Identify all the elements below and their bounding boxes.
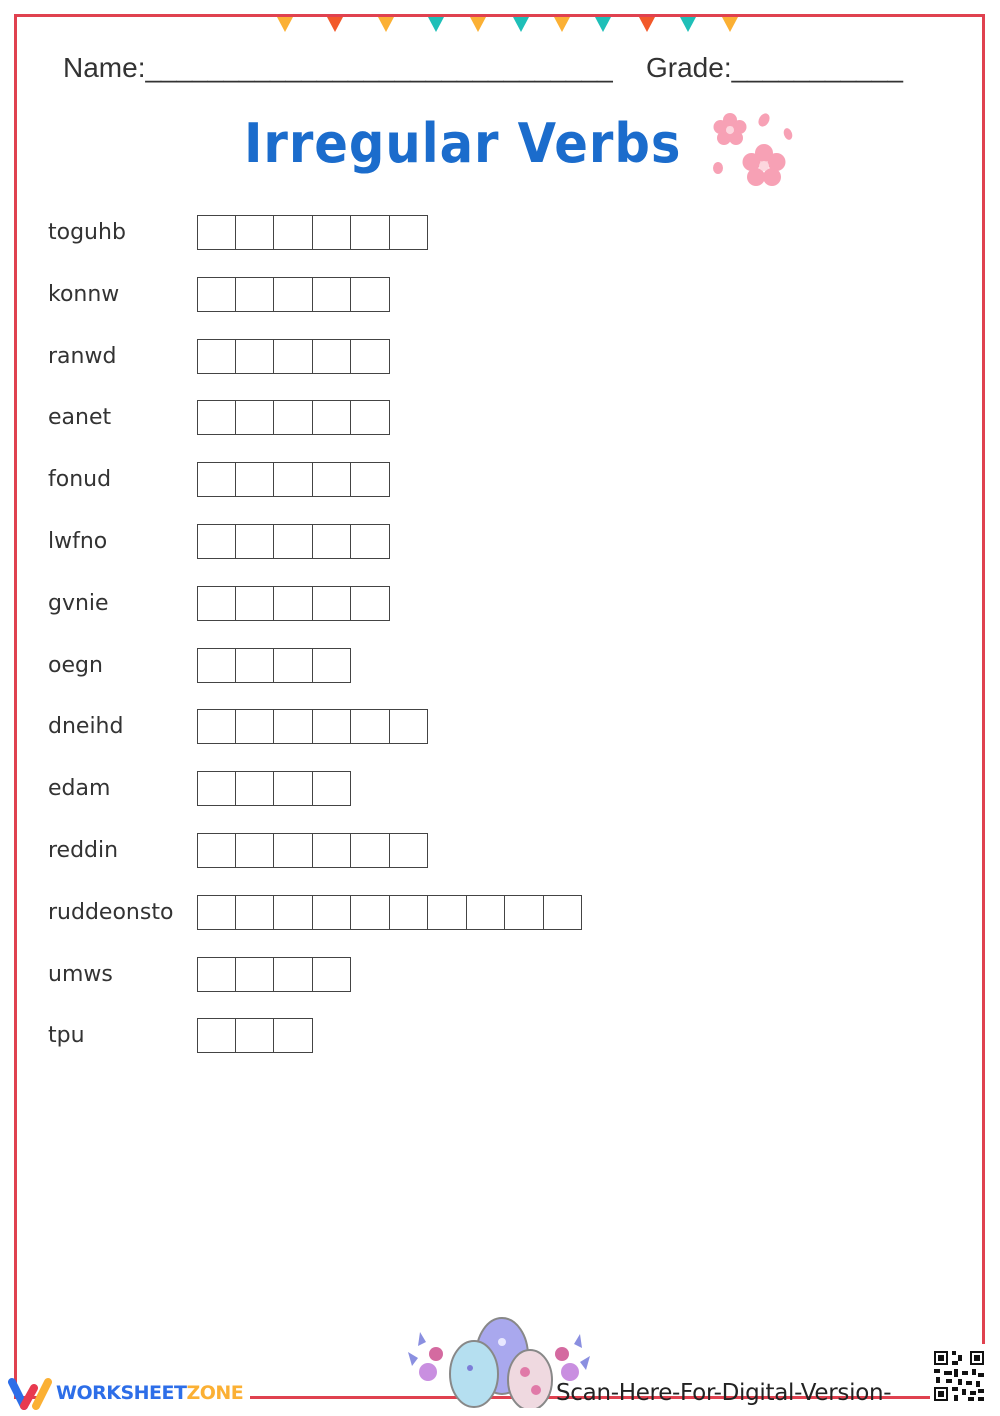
letter-box[interactable]	[236, 1018, 275, 1053]
letter-box[interactable]	[236, 957, 275, 992]
letter-box[interactable]	[274, 215, 313, 250]
name-field[interactable]: Name:______________________________	[63, 52, 613, 83]
letter-box[interactable]	[313, 400, 352, 435]
letter-box[interactable]	[313, 709, 352, 744]
letter-box[interactable]	[351, 709, 390, 744]
letter-box[interactable]	[197, 895, 236, 930]
scan-here-label: Scan-Here-For-Digital-Version-	[556, 1380, 892, 1406]
letter-box[interactable]	[197, 957, 236, 992]
scrambled-word: toguhb	[48, 220, 126, 245]
scrambled-word: gvnie	[48, 590, 109, 616]
answer-boxes	[197, 648, 351, 683]
letter-box[interactable]	[390, 709, 429, 744]
logo-icon	[8, 1376, 56, 1410]
answer-boxes	[197, 833, 428, 868]
letter-box[interactable]	[197, 833, 236, 868]
letter-box[interactable]	[236, 215, 275, 250]
bunting-flag-icon	[513, 17, 529, 32]
letter-box[interactable]	[236, 524, 275, 559]
scrambled-word: fonud	[48, 467, 112, 493]
scrambled-word: ruddeonsto	[48, 899, 174, 925]
letter-box[interactable]	[197, 400, 236, 435]
letter-box[interactable]	[428, 895, 467, 930]
answer-boxes	[197, 277, 390, 312]
worksheet-zone-logo	[8, 1376, 243, 1410]
bunting-flag-icon	[277, 17, 293, 32]
letter-box[interactable]	[313, 957, 352, 992]
grade-field[interactable]: Grade:___________	[646, 52, 903, 83]
scrambled-word: oegn	[48, 652, 103, 678]
answer-boxes	[197, 339, 390, 374]
scrambled-word: tpu	[48, 1023, 85, 1049]
letter-box[interactable]	[274, 586, 313, 621]
scrambled-word: umws	[48, 961, 113, 987]
letter-box[interactable]	[236, 833, 275, 868]
letter-box[interactable]	[390, 215, 429, 250]
letter-box[interactable]	[274, 1018, 313, 1053]
letter-box[interactable]	[236, 895, 275, 930]
letter-box[interactable]	[236, 339, 275, 374]
scrambled-word: lwfno	[48, 529, 108, 554]
answer-boxes	[197, 709, 428, 744]
letter-box[interactable]	[351, 462, 390, 497]
letter-box[interactable]	[351, 524, 390, 559]
bunting-flag-icon	[378, 17, 394, 32]
bunting-decoration	[0, 17, 1000, 37]
letter-box[interactable]	[313, 833, 352, 868]
cherry-blossom-icon	[706, 108, 798, 194]
letter-box[interactable]	[197, 462, 236, 497]
bunting-flag-icon	[680, 17, 696, 32]
scrambled-word: ranwd	[48, 343, 117, 369]
letter-box[interactable]	[351, 339, 390, 374]
letter-box[interactable]	[274, 957, 313, 992]
letter-box[interactable]	[313, 339, 352, 374]
answer-boxes	[197, 895, 582, 930]
letter-box[interactable]	[313, 895, 352, 930]
letter-box[interactable]	[274, 400, 313, 435]
answer-boxes	[197, 1018, 313, 1053]
letter-box[interactable]	[313, 648, 352, 683]
letter-box[interactable]	[313, 771, 352, 806]
bunting-flag-icon	[470, 17, 486, 32]
letter-box[interactable]	[236, 771, 275, 806]
answer-boxes	[197, 524, 390, 559]
letter-box[interactable]	[274, 339, 313, 374]
page-border	[14, 14, 985, 1399]
letter-box[interactable]	[313, 215, 352, 250]
bunting-flag-icon	[327, 17, 343, 32]
letter-box[interactable]	[197, 709, 236, 744]
bunting-flag-icon	[595, 17, 611, 32]
letter-box[interactable]	[197, 524, 236, 559]
letter-box[interactable]	[351, 400, 390, 435]
logo-text-zone: ZONE	[186, 1382, 244, 1404]
bunting-flag-icon	[554, 17, 570, 32]
letter-box[interactable]	[236, 400, 275, 435]
letter-box[interactable]	[274, 277, 313, 312]
letter-box[interactable]	[197, 586, 236, 621]
scrambled-word: reddin	[48, 838, 119, 863]
answer-boxes	[197, 586, 390, 621]
letter-box[interactable]	[197, 339, 236, 374]
qr-code-icon[interactable]	[930, 1344, 988, 1408]
letter-box[interactable]	[197, 277, 236, 312]
answer-boxes	[197, 400, 390, 435]
page-title: Irregular Verbs	[244, 112, 682, 175]
letter-box[interactable]	[236, 462, 275, 497]
logo-text-worksheet: WORKSHEET	[56, 1382, 187, 1404]
letter-box[interactable]	[274, 648, 313, 683]
letter-box[interactable]	[351, 895, 390, 930]
letter-box[interactable]	[236, 709, 275, 744]
letter-box[interactable]	[313, 277, 352, 312]
letter-box[interactable]	[351, 586, 390, 621]
scrambled-word: edam	[48, 776, 111, 802]
letter-box[interactable]	[274, 524, 313, 559]
letter-box[interactable]	[197, 215, 236, 250]
answer-boxes	[197, 215, 428, 250]
letter-box[interactable]	[274, 895, 313, 930]
letter-box[interactable]	[351, 277, 390, 312]
letter-box[interactable]	[274, 709, 313, 744]
letter-box[interactable]	[390, 895, 429, 930]
scrambled-word: eanet	[48, 405, 112, 431]
letter-box[interactable]	[197, 1018, 236, 1053]
letter-box[interactable]	[351, 833, 390, 868]
letter-box[interactable]	[505, 895, 544, 930]
scrambled-word: dneihd	[48, 714, 124, 740]
answer-boxes	[197, 957, 351, 992]
letter-box[interactable]	[236, 648, 275, 683]
letter-box[interactable]	[313, 524, 352, 559]
letter-box[interactable]	[236, 586, 275, 621]
letter-box[interactable]	[236, 277, 275, 312]
letter-box[interactable]	[274, 771, 313, 806]
answer-boxes	[197, 462, 390, 497]
letter-box[interactable]	[390, 833, 429, 868]
answer-boxes	[197, 771, 351, 806]
letter-box[interactable]	[313, 586, 352, 621]
bunting-flag-icon	[722, 17, 738, 32]
letter-box[interactable]	[197, 771, 236, 806]
letter-box[interactable]	[313, 462, 352, 497]
letter-box[interactable]	[274, 462, 313, 497]
letter-box[interactable]	[274, 833, 313, 868]
letter-box[interactable]	[351, 215, 390, 250]
bunting-flag-icon	[428, 17, 444, 32]
bunting-flag-icon	[639, 17, 655, 32]
letter-box[interactable]	[467, 895, 506, 930]
letter-box[interactable]	[197, 648, 236, 683]
scrambled-word: konnw	[48, 281, 120, 307]
letter-box[interactable]	[544, 895, 583, 930]
